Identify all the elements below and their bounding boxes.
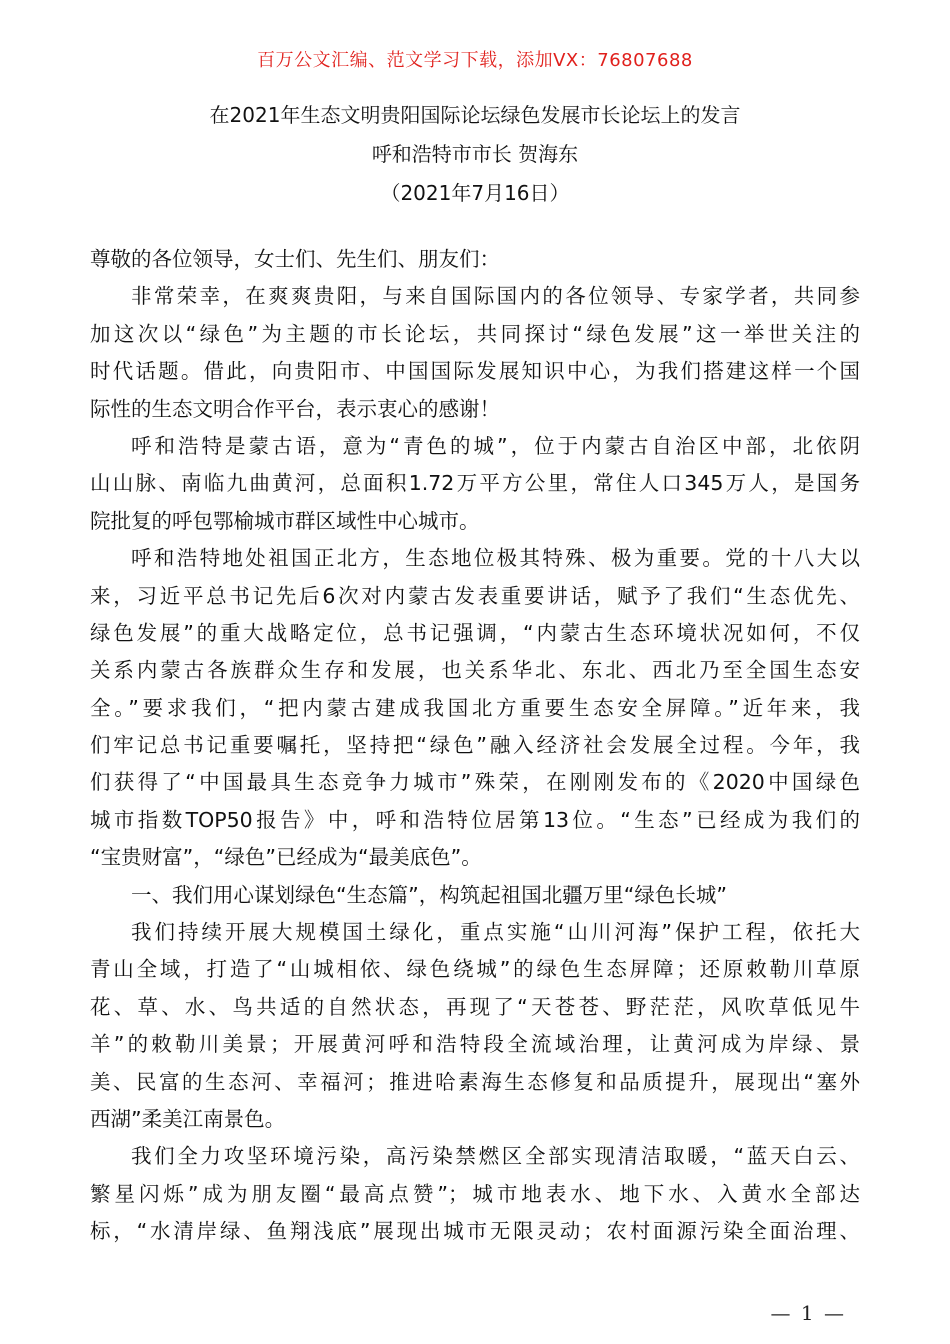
text-line: 花、草、水、鸟共适的自然状态，再现了“天苍苍、野茫茫，风吹草低见牛	[90, 994, 860, 1019]
text-line: 西湖”柔美江南景色。	[90, 1106, 286, 1131]
text-line: 时代话题。借此，向贵阳市、中国国际发展知识中心，为我们搭建这样一个国	[90, 359, 860, 384]
text-line: 们获得了“中国最具生态竞争力城市”殊荣，在刚刚发布的《2020中国绿色	[90, 770, 860, 795]
text-line: 加这次以“绿色”为主题的市长论坛，共同探讨“绿色发展”这一举世关注的	[90, 321, 860, 346]
text-line: 青山全域，打造了“山城相依、绿色绕城”的绿色生态屏障；还原敕勒川草原	[90, 957, 860, 982]
watermark-banner: 百万公文汇编、范文学习下载，添加VX：76807688	[257, 50, 693, 71]
text-line: “宝贵财富”，“绿色”已经成为“最美底色”。	[90, 845, 482, 870]
text-line: 城市指数TOP50报告》中，呼和浩特位居第13位。“生态”已经成为我们的	[90, 807, 860, 832]
speech-body	[90, 241, 860, 1251]
text-line: 来，习近平总书记先后6次对内蒙古发表重要讲话，赋予了我们“生态优先、	[90, 583, 860, 608]
text-line: 非常荣幸，在爽爽贵阳，与来自国际国内的各位领导、专家学者，共同参	[131, 284, 860, 309]
text-line: 们牢记总书记重要嘱托，坚持把“绿色”融入经济社会发展全过程。今年，我	[90, 733, 860, 758]
section-heading: 一、我们用心谋划绿色“生态篇”，构筑起祖国北疆万里“绿色长城”	[131, 882, 727, 907]
text-line: 我们持续开展大规模国土绿化，重点实施“山川河海”保护工程，依托大	[131, 920, 860, 945]
page-number: — 1 —	[770, 1301, 846, 1325]
text-line: 绿色发展”的重大战略定位，总书记强调，“内蒙古生态环境状况如何，不仅	[90, 620, 860, 645]
author-line: 呼和浩特市市长 贺海东	[371, 142, 579, 166]
text-line: 呼和浩特地处祖国正北方，生态地位极其特殊、极为重要。党的十八大以	[131, 546, 860, 571]
salutation: 尊敬的各位领导，女士们、先生们、朋友们：	[90, 247, 500, 271]
text-line: 关系内蒙古各族群众生存和发展，也关系华北、东北、西北乃至全国生态安	[90, 658, 860, 683]
text-line: 山山脉、南临九曲黄河，总面积1.72万平方公里，常住人口345万人，是国务	[90, 471, 860, 496]
text-line: 美、民富的生态河、幸福河；推进哈素海生态修复和品质提升，展现出“塞外	[90, 1069, 860, 1094]
text-line: 院批复的呼包鄂榆城市群区域性中心城市。	[90, 508, 480, 533]
text-line: 全。”要求我们，“把内蒙古建成我国北方重要生态安全屏障。”近年来，我	[90, 695, 860, 720]
text-line: 标，“水清岸绿、鱼翔浅底”展现出城市无限灵动；农村面源污染全面治理、	[90, 1219, 860, 1244]
text-line: 我们全力攻坚环境污染，高污染禁燃区全部实现清洁取暖，“蓝天白云、	[131, 1144, 860, 1169]
text-line: 繁星闪烁”成为朋友圈“最高点赞”；城市地表水、地下水、入黄水全部达	[90, 1181, 860, 1206]
text-line: 际性的生态文明合作平台，表示衷心的感谢！	[90, 396, 500, 421]
title-block	[0, 96, 950, 213]
text-line: 羊”的敕勒川美景；开展黄河呼和浩特段全流域治理，让黄河成为岸绿、景	[90, 1032, 860, 1057]
text-line: 呼和浩特是蒙古语，意为“青色的城”，位于内蒙古自治区中部，北依阴	[131, 433, 860, 458]
date-line: （2021年7月16日）	[380, 181, 570, 205]
document-title: 在2021年生态文明贵阳国际论坛绿色发展市长论坛上的发言	[209, 103, 741, 127]
